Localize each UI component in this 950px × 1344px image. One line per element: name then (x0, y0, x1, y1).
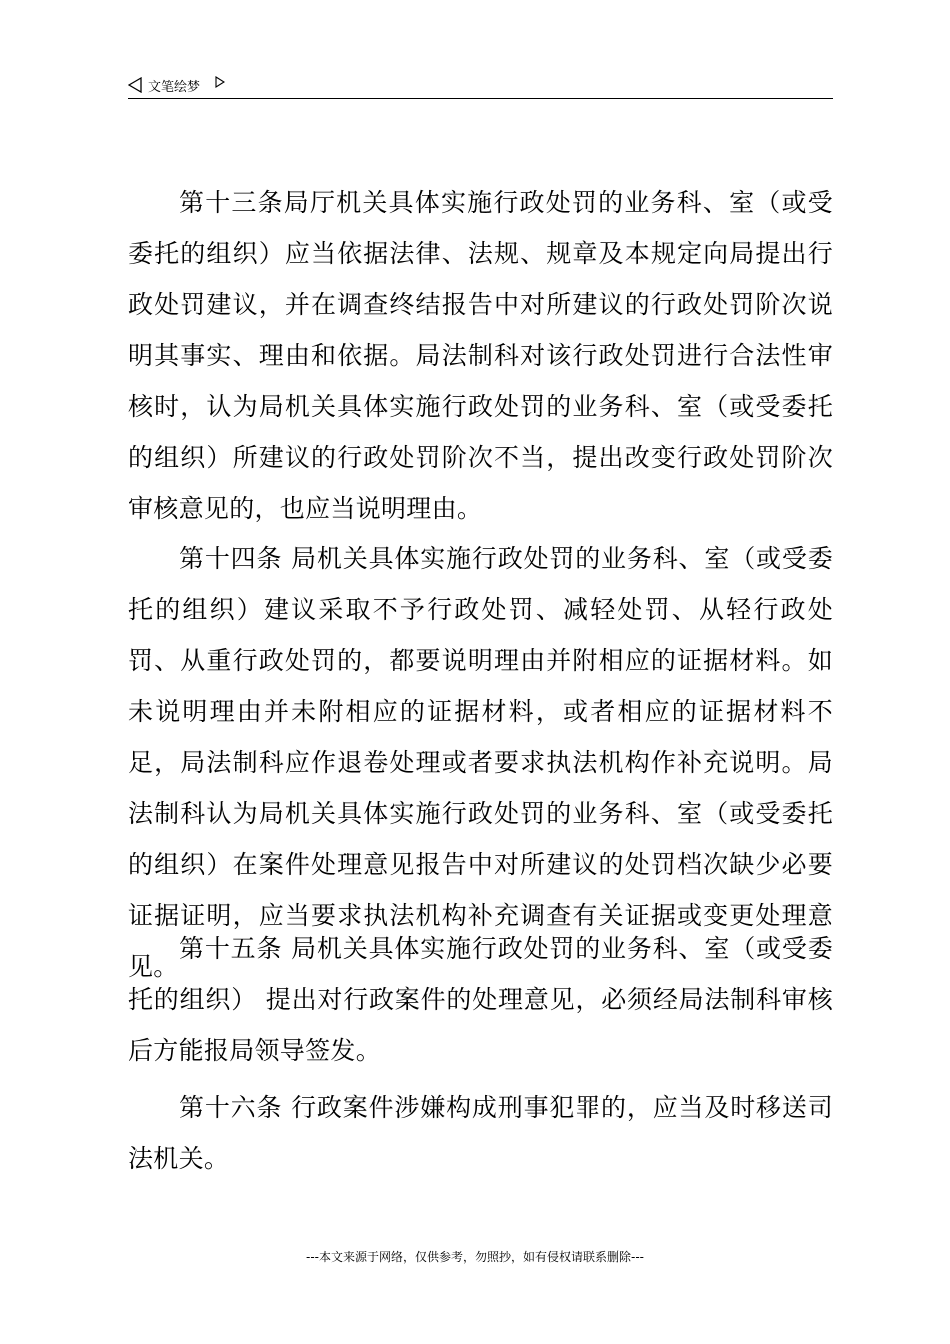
article-14-paragraph: 第十四条 局机关具体实施行政处罚的业务科、室（或受委托的组织）建议采取不予行政处罚、减轻处罚、从轻行政处罚、从重行政处罚的，都要说明理由并附相应的证据材料。如未说明理由并未附相应的证据材料，或者相应的证据材料不足，局法制科应作退卷处理或者要求执法机构作补充说明。局法制科认为局机关具体实施行政处罚的业务科、室（或受委托的组织）在案件处理意见报告中对所建议的处罚档次缺少必要证据证明，应当要求执法机构补充调查有关证据或变更处理意见。 (128, 544, 833, 981)
footer-disclaimer: ---本文来源于网络，仅供参考，勿照抄，如有侵权请联系删除--- (306, 1250, 644, 1264)
triangle-right-outline-icon (215, 76, 225, 88)
header-title: 文笔绘梦 (148, 80, 201, 95)
article-13-paragraph: 第十三条局厅机关具体实施行政处罚的业务科、室（或受委托的组织）应当依据法律、法规、规章及本规定向局提出行政处罚建议，并在调查终结报告中对所建议的行政处罚阶次说明其事实、理由和依据。局法制科对该行政处罚进行合法性审核时，认为局机关具体实施行政处罚的业务科、室（或受委托的组织）所建议的行政处罚阶次不当，提出改变行政处罚阶次审核意见的，也应当说明理由。 (128, 188, 833, 523)
article-15-paragraph: 第十五条 局机关具体实施行政处罚的业务科、室（或受委托的组织） 提出对行政案件的处理意见，必须经局法制科审核后方能报局领导签发。 (128, 934, 833, 1065)
triangle-left-outline-icon (128, 77, 142, 93)
page-header (128, 74, 833, 99)
article-16-paragraph: 第十六条 行政案件涉嫌构成刑事犯罪的，应当及时移送司法机关。 (128, 1093, 833, 1173)
